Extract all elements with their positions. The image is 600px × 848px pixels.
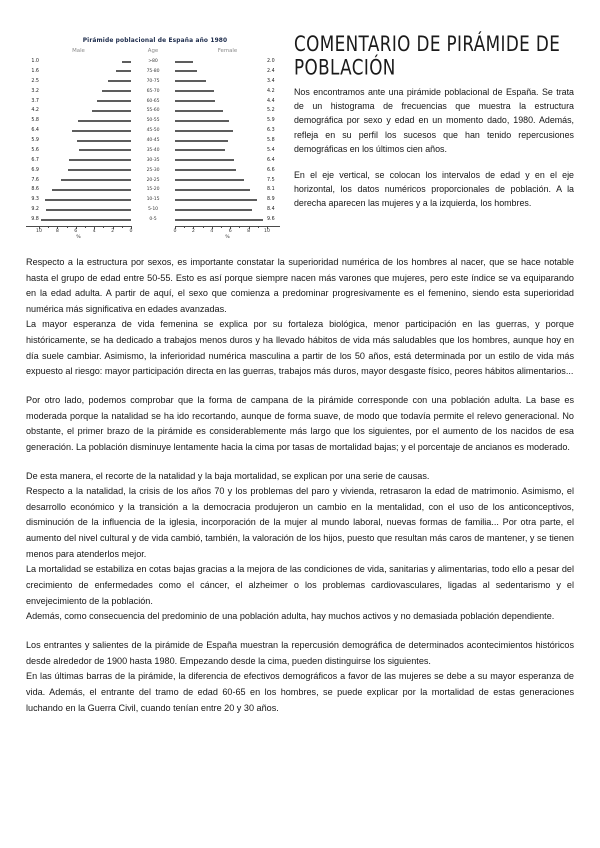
pyramid-row-male xyxy=(26,158,131,163)
pyramid-row-female xyxy=(175,79,280,84)
male-bar xyxy=(108,80,131,82)
female-bar-track xyxy=(175,169,265,171)
male-value-label: 9.8 xyxy=(31,217,39,223)
male-value-label: 1.6 xyxy=(31,68,39,74)
pyramid-row-male xyxy=(26,118,131,123)
male-bar xyxy=(69,159,131,161)
pyramid-row xyxy=(26,176,284,185)
female-bar xyxy=(175,120,229,122)
pyramid-row xyxy=(26,146,284,155)
male-bar xyxy=(46,209,131,211)
chart-title: Pirámide poblacional de España año 1980 xyxy=(82,38,228,44)
pyramid-row-female xyxy=(175,59,280,64)
pyramid-row-male xyxy=(26,69,131,74)
female-bar xyxy=(175,179,244,181)
body-text xyxy=(26,255,574,716)
axis-spacer xyxy=(131,226,175,241)
female-value-label: 2.0 xyxy=(267,59,275,65)
age-group-label: 45-50 xyxy=(146,128,160,134)
male-bar xyxy=(78,120,131,122)
pyramid-row xyxy=(26,116,284,125)
age-group-label: 0-5 xyxy=(149,217,157,223)
female-bar-track xyxy=(175,130,265,132)
male-bar-track xyxy=(41,90,131,92)
top-section xyxy=(26,30,574,241)
pyramid-row-female xyxy=(175,138,280,143)
axis-minor-tick xyxy=(184,226,185,228)
pyramid-row-male xyxy=(26,197,131,202)
female-bar-track xyxy=(175,80,265,82)
pyramid-row-male xyxy=(26,207,131,212)
male-bar xyxy=(52,189,131,191)
age-group-label: 20-25 xyxy=(146,177,160,183)
male-value-label: 4.2 xyxy=(31,108,39,114)
female-bar-track xyxy=(175,70,265,72)
pyramid-row xyxy=(26,106,284,115)
axis-minor-tick xyxy=(239,226,240,228)
pyramid-row xyxy=(26,67,284,76)
pyramid-row-female xyxy=(175,69,280,74)
male-bar-track xyxy=(41,120,131,122)
pyramid-row xyxy=(26,215,284,224)
male-bar-track xyxy=(41,199,131,201)
male-value-label: 5.8 xyxy=(31,118,39,124)
female-bar-track xyxy=(175,199,265,201)
female-bar-track xyxy=(175,140,265,142)
pyramid-row-female xyxy=(175,197,280,202)
chart-column-headers xyxy=(26,48,284,54)
male-bar-track xyxy=(41,80,131,82)
male-bar-track xyxy=(41,110,131,112)
male-bar-track xyxy=(41,179,131,181)
pyramid-row xyxy=(26,205,284,214)
body-paragraph: En las últimas barras de la pirámide, la diferencia de efectivos demográficos a favor de las mujeres se debe a su mayor esperanza de vida. Además, el entrante del tramo de edad 60-65 en los hombres, se puede explicar por la mortalidad de estas generaciones luchando en la Guerra Civil, cuando tenían entre 20 y 30 años. xyxy=(26,671,574,713)
age-group-label: 75-80 xyxy=(146,68,160,74)
intro-paragraph-1: Nos encontramos ante una pirámide poblacional de España. Se trata de un histograma de frecuencias que muestra la estructura demográfica por sexo y edad en un momento dado, 1980. Además, refleja en su perfil los sucesos que han tenido repercusiones demográficas en los últimos cien años. xyxy=(294,86,574,155)
male-bar xyxy=(72,130,131,132)
male-bar xyxy=(116,70,131,72)
female-bar xyxy=(175,80,206,82)
pyramid-row-female xyxy=(175,108,280,113)
female-bar xyxy=(175,130,233,132)
female-bar xyxy=(175,189,250,191)
body-paragraph: La mortalidad se estabiliza en cotas bajas gracias a la mejora de las condiciones de vida, sanitarias y alimentarias, todo ello a pesar del crecimiento de enfermedades como el cáncer, el alzheimer o los problemas cardiovasculares, ligadas al sedentarismo y el envejecimiento de la población. xyxy=(26,564,574,606)
female-bar-track xyxy=(175,120,265,122)
female-bar-track xyxy=(175,179,265,181)
male-value-label: 1.0 xyxy=(31,59,39,65)
pyramid-row xyxy=(26,87,284,96)
male-bar-track xyxy=(41,209,131,211)
female-bar xyxy=(175,61,193,63)
male-bar xyxy=(68,169,131,171)
male-bar-track xyxy=(41,189,131,191)
pyramid-row xyxy=(26,77,284,86)
female-bar xyxy=(175,169,236,171)
axis-tick-label: 6 xyxy=(74,229,78,235)
axis-tick-label: 4 xyxy=(92,229,96,235)
female-bar-track xyxy=(175,110,265,112)
pyramid-row-female xyxy=(175,217,280,222)
axis-tick-label: 2 xyxy=(111,229,115,235)
axis-tick-label: 2 xyxy=(191,229,195,235)
female-bar xyxy=(175,90,214,92)
axis-minor-tick xyxy=(103,226,104,228)
female-bar-track xyxy=(175,219,265,221)
female-value-label: 5.2 xyxy=(267,108,275,114)
pyramid-row xyxy=(26,57,284,66)
pyramid-row-male xyxy=(26,138,131,143)
pyramid-row-male xyxy=(26,178,131,183)
axis-tick-label: 0 xyxy=(173,229,177,235)
body-paragraph: De esta manera, el recorte de la natalidad y la baja mortalidad, se explican por una serie de causas. xyxy=(26,470,430,481)
female-value-label: 4.2 xyxy=(267,88,275,94)
age-group-label: 30-35 xyxy=(146,157,160,163)
female-bar-track xyxy=(175,209,265,211)
male-bar xyxy=(61,179,131,181)
axis-tick-label: 8 xyxy=(247,229,251,235)
pyramid-row-female xyxy=(175,128,280,133)
column-header-male: Male xyxy=(72,48,85,54)
male-value-label: 6.7 xyxy=(31,157,39,163)
age-group-label: 10-15 xyxy=(146,197,160,203)
pyramid-row-female xyxy=(175,168,280,173)
pyramid-row-female xyxy=(175,148,280,153)
male-value-label: 6.4 xyxy=(31,128,39,134)
age-group-label: 60-65 xyxy=(146,98,160,104)
pyramid-chart xyxy=(26,38,284,241)
x-axis-label-male: % xyxy=(76,235,81,241)
female-bar-track xyxy=(175,100,265,102)
pyramid-row-male xyxy=(26,89,131,94)
male-value-label: 7.6 xyxy=(31,177,39,183)
age-group-label: 65-70 xyxy=(146,88,160,94)
male-value-label: 2.5 xyxy=(31,78,39,84)
female-value-label: 2.4 xyxy=(267,68,275,74)
pyramid-row xyxy=(26,185,284,194)
pyramid-row-female xyxy=(175,158,280,163)
pyramid-row-male xyxy=(26,128,131,133)
population-pyramid-figure xyxy=(26,30,284,241)
female-value-label: 7.5 xyxy=(267,177,275,183)
column-header-age: Age xyxy=(147,48,159,54)
pyramid-row-male xyxy=(26,217,131,222)
x-axis-female xyxy=(175,226,280,241)
male-value-label: 5.9 xyxy=(31,138,39,144)
male-bar xyxy=(41,219,131,221)
body-paragraph: Por otro lado, podemos comprobar que la forma de campana de la pirámide corresponde con una población adulta. La base es moderada porque la natalidad se ha ido recortando, aunque de forma suave, de modo que todavía permite el relevo generacional. No obstante, el primer brazo de la pirámide es considerablemente más largo que los siguientes, por el aumento de los nacidos de esa generación. La población disminuye lentamente hacia la cima por tasas de mortalidad bajas; y el porcentaje de ancianos es moderado. xyxy=(26,395,574,452)
male-bar xyxy=(102,90,131,92)
axis-tick-label: 0 xyxy=(129,229,133,235)
pyramid-row xyxy=(26,195,284,204)
pyramid-rows xyxy=(26,57,284,225)
axis-tick-label: 10 xyxy=(36,229,42,235)
female-value-label: 4.4 xyxy=(267,98,275,104)
axis-minor-tick xyxy=(258,226,259,228)
male-value-label: 9.2 xyxy=(31,207,39,213)
axis-minor-tick xyxy=(122,226,123,228)
axis-minor-tick xyxy=(203,226,204,228)
male-bar xyxy=(79,149,131,151)
age-group-label: 35-40 xyxy=(146,147,160,153)
female-value-label: 6.3 xyxy=(267,128,275,134)
female-bar xyxy=(175,100,215,102)
pyramid-row xyxy=(26,136,284,145)
female-bar xyxy=(175,140,228,142)
male-bar-track xyxy=(41,70,131,72)
pyramid-row-female xyxy=(175,187,280,192)
page-title: COMENTARIO DE PIRÁMIDE DE POBLACIÓN xyxy=(294,32,561,81)
axis-tick-label: 4 xyxy=(210,229,214,235)
male-value-label: 8.6 xyxy=(31,187,39,193)
female-bar xyxy=(175,209,252,211)
male-value-label: 3.7 xyxy=(31,98,39,104)
female-value-label: 9.6 xyxy=(267,217,275,223)
pyramid-row-male xyxy=(26,79,131,84)
pyramid-row-male xyxy=(26,99,131,104)
male-bar-track xyxy=(41,61,131,63)
female-bar-track xyxy=(175,159,265,161)
female-bar-track xyxy=(175,90,265,92)
axis-minor-tick xyxy=(67,226,68,228)
male-bar xyxy=(92,110,131,112)
female-bar xyxy=(175,219,263,221)
male-value-label: 6.9 xyxy=(31,167,39,173)
pyramid-row-male xyxy=(26,59,131,64)
female-value-label: 8.4 xyxy=(267,207,275,213)
body-paragraph: Los entrantes y salientes de la pirámide de España muestran la repercusión demográfica de determinados acontecimientos históricos desde alrededor de 1900 hasta 1980. Empezando desde la cima, pueden distinguirse los siguientes. xyxy=(26,639,574,666)
female-value-label: 8.9 xyxy=(267,197,275,203)
age-group-label: 25-30 xyxy=(146,167,160,173)
male-bar-track xyxy=(41,159,131,161)
male-bar-track xyxy=(41,130,131,132)
male-bar-track xyxy=(41,169,131,171)
female-bar-track xyxy=(175,189,265,191)
pyramid-row-male xyxy=(26,187,131,192)
axis-minor-tick xyxy=(48,226,49,228)
pyramid-row-female xyxy=(175,207,280,212)
female-bar-track xyxy=(175,61,265,63)
male-bar-track xyxy=(41,100,131,102)
male-value-label: 5.6 xyxy=(31,147,39,153)
pyramid-row-female xyxy=(175,99,280,104)
column-header-female: Female xyxy=(217,48,238,54)
body-paragraph: Respecto a la natalidad, la crisis de los años 70 y los problemas del paro y vivienda, retrasaron la edad de matrimonio. Asimismo, el desarrollo económico y la transición a la democracia produjeron un cambio en la mentalidad, con el uso de los anticonceptivos, disminución de la influencia de la iglesia, incorporación de la mujer al mundo laboral, nuevas formas de familia... Por otra parte, el aumento del nivel cultural y de vida cambió, también, la valoración de los hijos, puesto que resultan más caros de mantener, y se tienen menos para atenderlos mejor. xyxy=(26,486,574,559)
male-bar-track xyxy=(41,219,131,221)
pyramid-row xyxy=(26,97,284,106)
age-group-label: 5-10 xyxy=(147,207,159,213)
pyramid-row xyxy=(26,126,284,135)
female-bar xyxy=(175,110,223,112)
age-group-label: 15-20 xyxy=(146,187,160,193)
female-bar xyxy=(175,70,197,72)
axis-tick-label: 6 xyxy=(228,229,232,235)
pyramid-row xyxy=(26,166,284,175)
male-bar-track xyxy=(41,149,131,151)
female-bar xyxy=(175,199,257,201)
male-bar xyxy=(122,61,131,63)
female-value-label: 5.8 xyxy=(267,138,275,144)
female-value-label: 8.1 xyxy=(267,187,275,193)
age-group-label: 50-55 xyxy=(146,118,160,124)
pyramid-row-male xyxy=(26,168,131,173)
pyramid-row xyxy=(26,156,284,165)
pyramid-row-male xyxy=(26,148,131,153)
female-bar-track xyxy=(175,149,265,151)
age-group-label: >80 xyxy=(148,59,158,65)
axis-tick-label: 8 xyxy=(55,229,59,235)
male-bar xyxy=(97,100,131,102)
chart-axes xyxy=(26,226,284,241)
x-axis-male xyxy=(26,226,131,241)
axis-minor-tick xyxy=(85,226,86,228)
pyramid-row-male xyxy=(26,108,131,113)
female-bar xyxy=(175,159,234,161)
female-value-label: 5.4 xyxy=(267,147,275,153)
x-axis-label-female: % xyxy=(225,235,230,241)
age-group-label: 40-45 xyxy=(146,138,160,144)
age-group-label: 70-75 xyxy=(146,78,160,84)
axis-minor-tick xyxy=(221,226,222,228)
pyramid-row-female xyxy=(175,178,280,183)
intro-paragraph-2: En el eje vertical, se colocan los intervalos de edad y en el eje horizontal, los datos numéricos proporcionales de población. A la derecha aparecen las mujeres y a la izquierda, los hombres. xyxy=(294,169,574,209)
axis-tick-label: 10 xyxy=(264,229,270,235)
age-group-label: 55-60 xyxy=(146,108,160,114)
male-bar-track xyxy=(41,140,131,142)
body-paragraph: Respecto a la estructura por sexos, es importante constatar la superioridad numérica de los hombres al nacer, que se hace notable hasta el grupo de edad entre 50-55. Esto es así porque siempre nacen más varones que mujeres, pero este índice se va equiparando en la edad adulta. A partir de aquí, el sexo que comienza a predominar progresivamente es el femenino, siendo esta superioridad numérica más significativa en edades avanzadas. xyxy=(26,256,574,314)
male-bar xyxy=(45,199,131,201)
female-bar xyxy=(175,149,225,151)
male-value-label: 9.3 xyxy=(31,197,39,203)
male-value-label: 3.2 xyxy=(31,88,39,94)
female-value-label: 5.9 xyxy=(267,118,275,124)
body-paragraph: La mayor esperanza de vida femenina se explica por su fortaleza biológica, menor participación en las guerras, y porque históricamente, se ha dedicado a trabajos menos duros y ha llevado hábitos de vida más saludables que los hombres, aunque hoy en día suele cambiar. Asimismo, la inferioridad numérica masculina a partir de los 50 años, está determinada por un estilo de vida más expuesto al riesgo: mayor participación directa en las guerras, trabajos más duros, mayor desgaste físico, peores hábitos alimentarios... xyxy=(26,319,574,377)
intro-section xyxy=(294,30,574,211)
female-value-label: 3.4 xyxy=(267,78,275,84)
female-value-label: 6.6 xyxy=(267,167,275,173)
female-value-label: 6.4 xyxy=(267,157,275,163)
male-bar xyxy=(77,140,131,142)
pyramid-row-female xyxy=(175,89,280,94)
body-paragraph: Además, como consecuencia del predominio de una población adulta, hay muchos activos y no demasiada población dependiente. xyxy=(26,611,555,622)
pyramid-row-female xyxy=(175,118,280,123)
